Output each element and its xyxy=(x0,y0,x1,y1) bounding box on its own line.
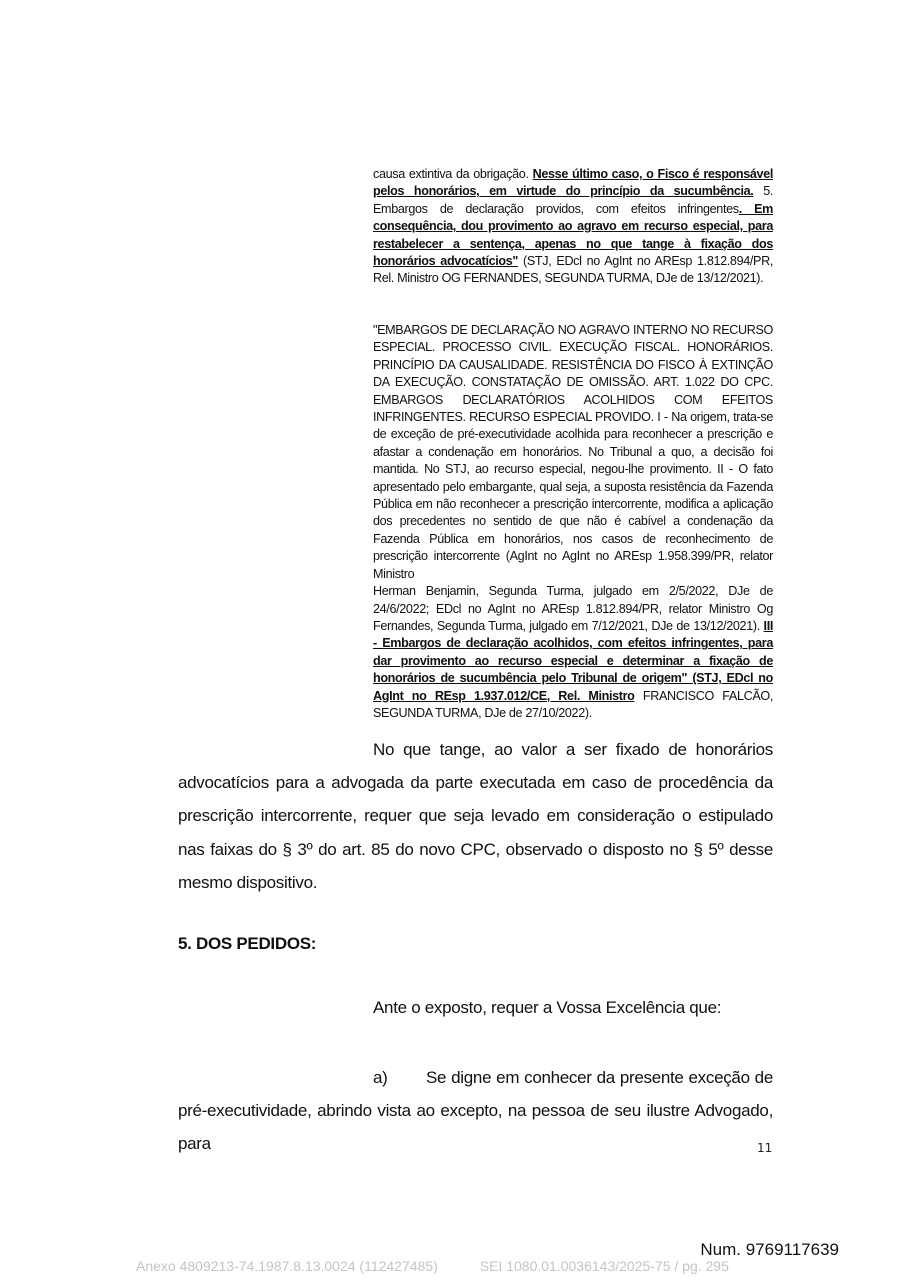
citation-emphasis: III - Embargos de declaração acolhidos, com efeitos infringentes, para dar provimento ao recurso especial e determinar a fixação de honorários de sucumbência pelo Tribunal de origem" (STJ, EDcl no AgInt no REsp 1.937.012/CE, Rel. Ministro xyxy=(373,618,773,703)
citation-text: Herman Benjamin, Segunda Turma, julgado em 2/5/2022, DJe de 24/6/2022; EDcl no AgInt no AREsp 1.812.894/PR, relator Ministro Og Fernandes, Segunda Turma, julgado em 7/12/2021, DJe de 13/12/2021). xyxy=(373,584,773,633)
document-number: Num. 9769117639 xyxy=(700,1240,839,1259)
citation-reference: (STJ, EDcl no AgInt no AREsp 1.812.894/PR, Rel. Ministro OG FERNANDES, SEGUNDA TURMA, DJe de 13/12/2021). xyxy=(373,254,773,286)
fees-paragraph: No que tange, ao valor a ser fixado de honorários advocatícios para a advogada da parte executada em caso de procedência da prescrição intercorrente, requer que seja levado em consideração o estipulado nas faixas do § 3º do art. 85 do novo CPC, observado o disposto no § 5º desse mesmo dispositivo. xyxy=(178,740,773,892)
citation-emphasis: Nesse último caso, o Fisco é responsável pelos honorários, em virtude do princípio da sucumbência. xyxy=(373,167,773,199)
citation-block-2 xyxy=(373,322,773,722)
page-number: 11 xyxy=(757,1141,773,1155)
citation-emphasis: . Em consequência, dou provimento ao agravo em recurso especial, para restabelecer a sentença, apenas no que tange à fixação dos honorários advocatícios" xyxy=(373,201,773,269)
citation-paragraph xyxy=(373,166,773,288)
item-text: Se digne em conhecer da presente exceção de xyxy=(426,1068,773,1087)
citation-paragraph xyxy=(373,583,773,722)
citation-reference: FRANCISCO FALCÃO, SEGUNDA TURMA, DJe de 27/10/2022). xyxy=(373,688,774,720)
annex-footer xyxy=(136,1258,729,1274)
citation-block-1 xyxy=(373,166,773,288)
sei-reference: SEI 1080.01.0036143/2025-75 / pg. 295 xyxy=(479,1258,729,1274)
item-text-continuation: pré-executividade, abrindo vista ao excepto, na pessoa de seu ilustre Advogado, para xyxy=(178,1101,773,1154)
section-heading: 5. DOS PEDIDOS: xyxy=(178,934,317,953)
citation-text: causa extintiva da obrigação. xyxy=(373,167,533,181)
request-intro: Ante o exposto, requer a Vossa Excelência que: xyxy=(373,998,722,1017)
citation-paragraph xyxy=(373,322,773,583)
item-marker: a) xyxy=(373,1068,388,1087)
citation-text: "EMBARGOS DE DECLARAÇÃO NO AGRAVO INTERNO NO RECURSO ESPECIAL. PROCESSO CIVIL. EXECUÇÃO FISCAL. HONORÁRIOS. PRINCÍPIO DA CAUSALIDADE. RESISTÊNCIA DO FISCO À EXTINÇÃO DA EXECUÇÃO. CONSTATAÇÃO DE OMISSÃO. ART. 1.022 DO CPC. EMBARGOS DECLARATÓRIOS ACOLHIDOS COM EFEITOS INFRINGENTES. RECURSO ESPECIAL PROVIDO. I - Na origem, trata-se de exceção de pré-executividade acolhida para reconhecer a prescrição e afastar a condenação em honorários. No Tribunal a quo, a decisão foi mantida. No STJ, ao recurso especial, negou-lhe provimento. II - O fato apresentado pelo embargante, qual seja, a suposta resistência da Fazenda Pública em não reconhecer a prescrição intercorrente, modifica a aplicação dos precedentes no sentido de que não é cabível a condenação da Fazenda Pública em honorários, nos casos de reconhecimento de prescrição intercorrente (AgInt no AgInt no AREsp 1.958.399/PR, relator Ministro xyxy=(373,323,773,581)
citation-text: 5. Embargos de declaração providos, com efeitos infringentes xyxy=(373,184,774,216)
annex-reference: Anexo 4809213-74.1987.8.13.0024 (112427485) xyxy=(136,1258,438,1274)
